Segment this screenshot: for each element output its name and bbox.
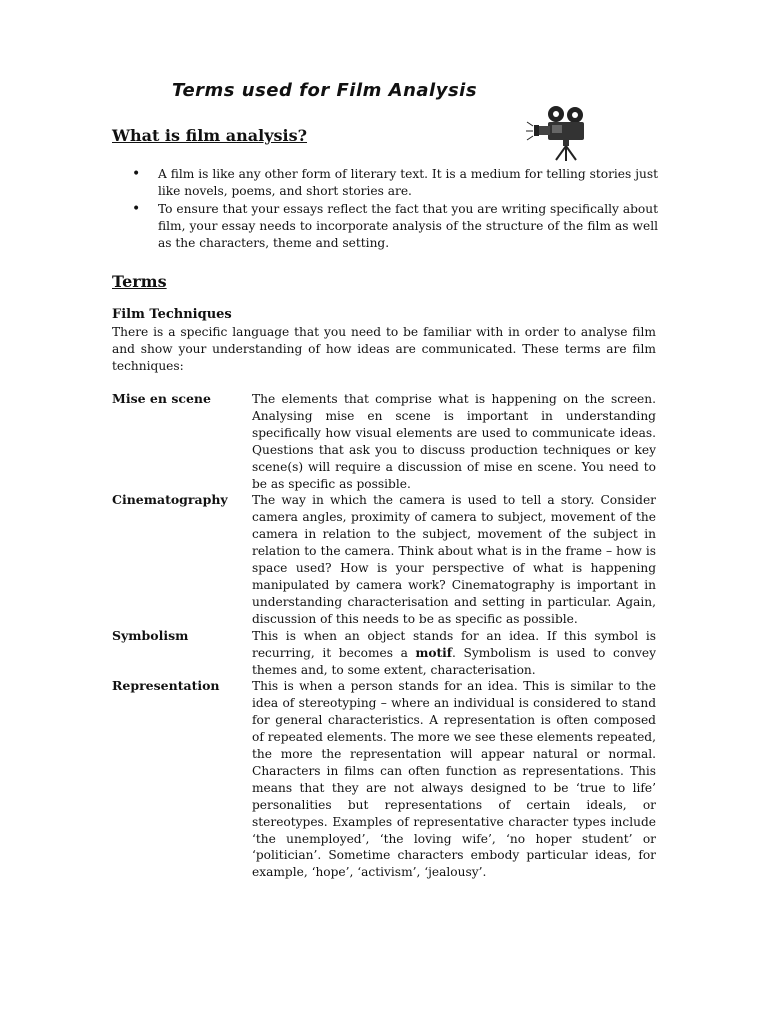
bullet-text: To ensure that your essays reflect the fact that you are writing specifically about film, your essay needs to incorporate analysis of the structure of the film as well as the characters, theme and setting. xyxy=(158,202,658,250)
intro-paragraph: There is a specific language that you need to be familiar with in order to analyse film and show your understanding of how ideas are communicated. These terms are film techniques: xyxy=(112,325,656,373)
terms-table xyxy=(112,391,658,881)
term-row-mise-en-scene xyxy=(112,391,658,492)
term-name: Symbolism xyxy=(112,627,189,643)
term-definition: This is when a person stands for an idea. This is similar to the idea of stereotyping – where an individual is considered to stand for general characteristics. A representation is often composed of repeated elements. The more we see these elements repeated, the more the representation will appear natural or normal. Characters in films can often function as representations. This means that they are not always designed to be ‘true to life’ personalities but representations of certain ideals, or stereotypes. Examples of representative character types include ‘the unemployed’, ‘the loving wife’, ‘no hoper student’ or ‘politician’. Sometime characters embody particular ideas, for example, ‘hope’, ‘activism’, ‘jealousy’. xyxy=(252,679,656,880)
term-row-cinematography xyxy=(112,492,658,627)
term-definition: The elements that comprise what is happening on the screen. Analysing mise en scene is important in understanding specifically how visual elements are used to communicate ideas. Questions that ask you to discuss production techniques or key scene(s) will require a discussion of mise en scene. You need to be as specific as possible. xyxy=(252,392,656,491)
section-heading-what-is-film-analysis: What is film analysis? xyxy=(112,126,308,145)
motif-emphasis: motif xyxy=(415,645,453,660)
term-definition xyxy=(252,628,656,679)
term-row-symbolism xyxy=(112,628,658,679)
term-definition: The way in which the camera is used to tell a story. Consider camera angles, proximity of camera to subject, movement of the camera in relation to the subject, movement of the subject in relation to the camera. Think about what is in the frame – how is space used? How is your perspective of what is happening manipulated by camera work? Cinematography is important in understanding characterisation and setting in particular. Again, discussion of this needs to be as specific as possible. xyxy=(252,493,656,626)
film-projector-icon xyxy=(526,104,596,162)
section-heading-terms: Terms xyxy=(112,272,167,291)
bullet-text: A film is like any other form of literary text. It is a medium for telling stories just like novels, poems, and short stories are. xyxy=(158,167,658,198)
list-item xyxy=(112,166,658,200)
term-name: Representation xyxy=(112,678,220,694)
term-name: Mise en scene xyxy=(112,391,211,406)
term-name: Cinematography xyxy=(112,492,228,508)
bullet-list xyxy=(112,166,658,253)
document-title: Terms used for Film Analysis xyxy=(172,80,478,101)
definition-text: This is when an object stands for an idea. If this symbol is recurring, it becomes a xyxy=(252,628,656,660)
bullet-icon: • xyxy=(132,166,141,182)
subheading-film-techniques: Film Techniques xyxy=(112,307,232,322)
list-item xyxy=(112,201,658,252)
bullet-icon: • xyxy=(132,201,141,217)
definition-text: . Symbolism is used to convey themes and, to some extent, characterisation. xyxy=(252,645,656,677)
term-row-representation xyxy=(112,678,658,881)
